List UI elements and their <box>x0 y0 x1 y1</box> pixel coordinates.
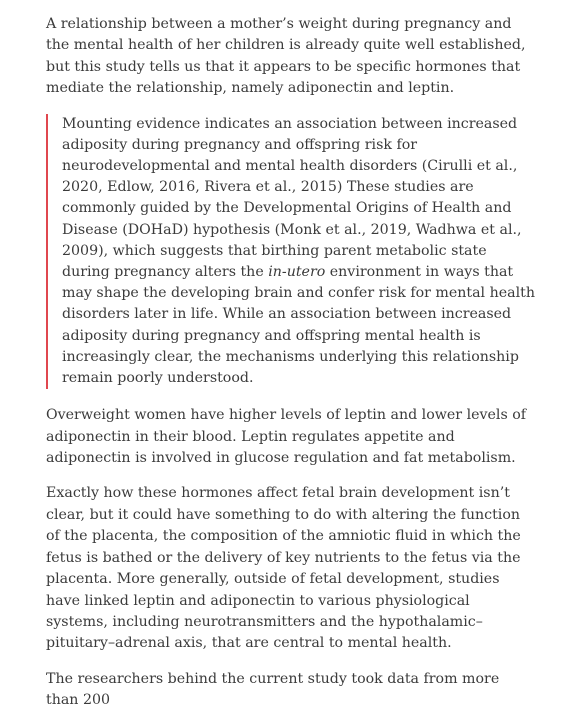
article-body <box>46 14 536 709</box>
article-paragraph-2: Overweight women have higher levels of leptin and lower levels of adiponectin in their blood. Leptin regulates appetite and adiponectin is involved in glucose regulation and fat metabolism. <box>46 407 527 467</box>
blockquote-text-end: environment in ways that may shape the developing brain and confer risk for mental health disorders later in life. While an association between increased adiposity during pregnancy and offspring mental health is increasingly clear, the mechanisms underlying this relationship remain poorly understood. <box>62 264 535 387</box>
article-paragraph-1: A relationship between a mother’s weight during pregnancy and the mental health of her children is already quite well established, but this study tells us that it appears to be specific hormones that mediate the relationship, namely adiponectin and leptin. <box>46 16 526 97</box>
article-paragraph-3: Exactly how these hormones affect fetal brain development isn’t clear, but it could have something to do with altering the function of the placenta, the composition of the amniotic fluid in which the fetus is bathed or the delivery of key nutrients to the fetus via the placenta. More generally, outside of fetal development, studies have linked leptin and adiponectin to various physiological systems, including neurotransmitters and the hypothalamic–pituitary–adrenal axis, that are central to mental health. <box>46 485 521 652</box>
blockquote-text-start: Mounting evidence indicates an association between increased adiposity during pregnancy and offspring risk for neurodevelopmental and mental health disorders (Cirulli et al., 2020, Edlow, 2016, Rivera et al., 2015) These studies are commonly guided by the Developmental Origins of Health and Disease (DOHaD) hypothesis (Monk et al., 2019, Wadhwa et al., 2009), which suggests that birthing parent metabolic state during pregnancy alters the <box>62 115 522 281</box>
blockquote-text <box>62 114 536 390</box>
article-paragraph-4-text: The researchers behind the current study took data from more than 200 <box>46 670 500 709</box>
article-paragraph-4-partial <box>46 669 536 709</box>
blockquote <box>46 114 536 390</box>
blockquote-italic-term: in-utero <box>268 264 326 281</box>
